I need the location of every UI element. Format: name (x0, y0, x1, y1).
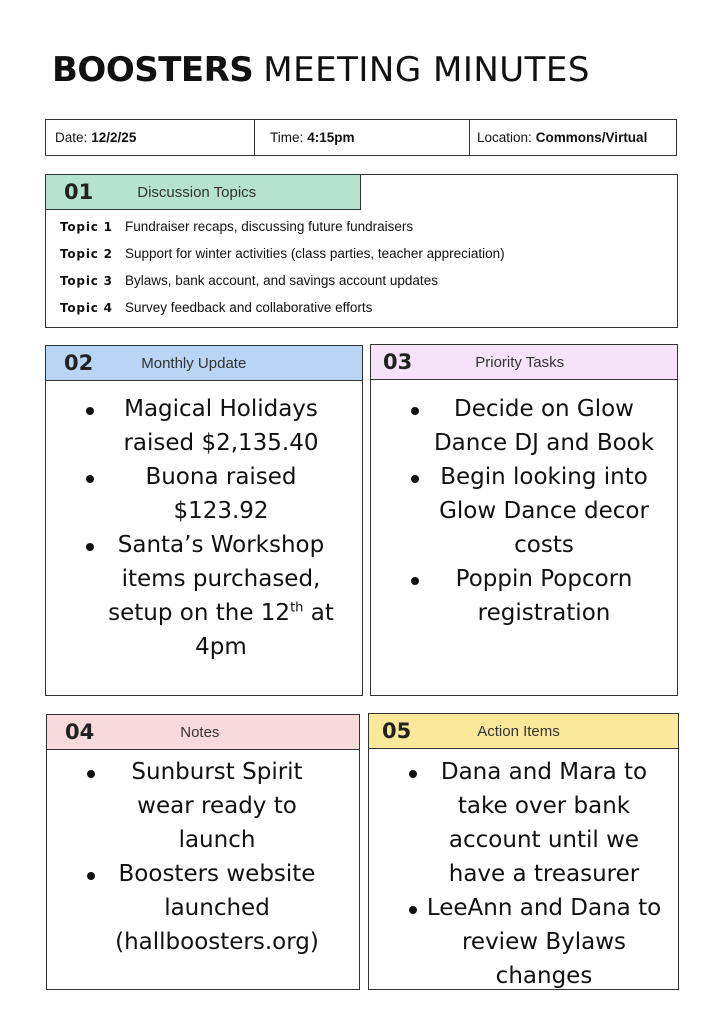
task-list (371, 392, 667, 630)
item-text: Dana and Mara to take over bank account until we have a treasurer (440, 759, 648, 887)
list-item (371, 460, 667, 562)
location-label: Location: (477, 130, 532, 145)
section-header (368, 713, 679, 749)
page-title (52, 50, 590, 90)
meeting-info-table (45, 119, 677, 156)
location-value: Commons/Virtual (535, 130, 648, 145)
superscript: th (290, 600, 304, 616)
item-text: Begin looking into Glow Dance decor costs (439, 464, 649, 558)
topic-list (60, 219, 505, 327)
location-cell (470, 120, 676, 155)
section-number: 03 (383, 350, 413, 374)
section-header (370, 344, 678, 380)
priority-tasks-section (370, 344, 678, 696)
bullet (87, 770, 95, 778)
bullet (87, 872, 95, 880)
list-item (46, 392, 346, 460)
topic-text: Support for winter activities (class parties, teacher appreciation) (125, 246, 505, 261)
list-item (371, 392, 667, 460)
item-text: Sunburst Spirit wear ready to launch (131, 759, 303, 853)
list-item (369, 891, 669, 993)
action-list (369, 755, 669, 993)
topic-text: Fundraiser recaps, discussing future fundraisers (125, 219, 414, 234)
section-number: 01 (64, 180, 94, 204)
action-items-section (368, 713, 679, 990)
list-item (46, 460, 346, 528)
list-item (371, 562, 667, 630)
time-label: Time: (270, 130, 304, 145)
topic-text: Bylaws, bank account, and savings account updates (125, 273, 438, 288)
item-text: LeeAnn and Dana to review Bylaws changes (426, 895, 662, 989)
date-cell (46, 120, 255, 155)
item-text: Buona raised $123.92 (145, 464, 297, 524)
notes-section (46, 714, 360, 990)
list-item (47, 755, 337, 857)
update-list (46, 392, 346, 664)
bullet (86, 543, 94, 551)
section-label: Monthly Update (141, 354, 247, 372)
item-text: Magical Holidays raised $2,135.40 (123, 396, 319, 456)
topic-key: Topic 3 (60, 274, 113, 288)
section-label: Notes (180, 723, 220, 741)
title-bold: BOOSTERS (52, 50, 254, 90)
list-item (47, 857, 337, 959)
section-number: 05 (382, 719, 412, 743)
section-header (45, 174, 361, 210)
topic-key: Topic 4 (60, 301, 113, 315)
date-label: Date: (55, 130, 88, 145)
bullet (411, 475, 419, 483)
title-light: MEETING MINUTES (263, 50, 590, 90)
time-value: 4:15pm (307, 130, 355, 145)
item-text: Boosters website launched (hallboosters.org) (115, 861, 319, 955)
item-text: Poppin Popcorn registration (455, 566, 633, 626)
bullet (409, 770, 417, 778)
item-text: Decide on Glow Dance DJ and Book (433, 396, 655, 456)
list-item (46, 528, 346, 664)
section-label: Priority Tasks (475, 353, 565, 371)
bullet (86, 407, 94, 415)
section-number: 02 (64, 351, 94, 375)
discussion-topics-section (45, 174, 678, 328)
section-number: 04 (65, 720, 95, 744)
list-item (60, 300, 505, 327)
list-item (60, 246, 505, 273)
list-item (60, 273, 505, 300)
bullet (409, 906, 417, 914)
topic-key: Topic 1 (60, 220, 113, 234)
list-item (369, 755, 669, 891)
item-text-end: at 4pm (195, 600, 334, 660)
bullet (411, 577, 419, 585)
bullet (86, 475, 94, 483)
monthly-update-section (45, 345, 363, 696)
time-cell (255, 120, 470, 155)
topic-key: Topic 2 (60, 247, 113, 261)
section-header (45, 345, 363, 381)
item-text: Santa’s Workshop items purchased, setup on the 12 (108, 532, 325, 626)
date-value: 12/2/25 (91, 130, 137, 145)
section-label: Action Items (477, 722, 560, 740)
bullet (411, 407, 419, 415)
section-label: Discussion Topics (137, 183, 257, 201)
notes-list (47, 755, 337, 959)
topic-text: Survey feedback and collaborative efforts (125, 300, 373, 315)
section-header (46, 714, 360, 750)
list-item (60, 219, 505, 246)
